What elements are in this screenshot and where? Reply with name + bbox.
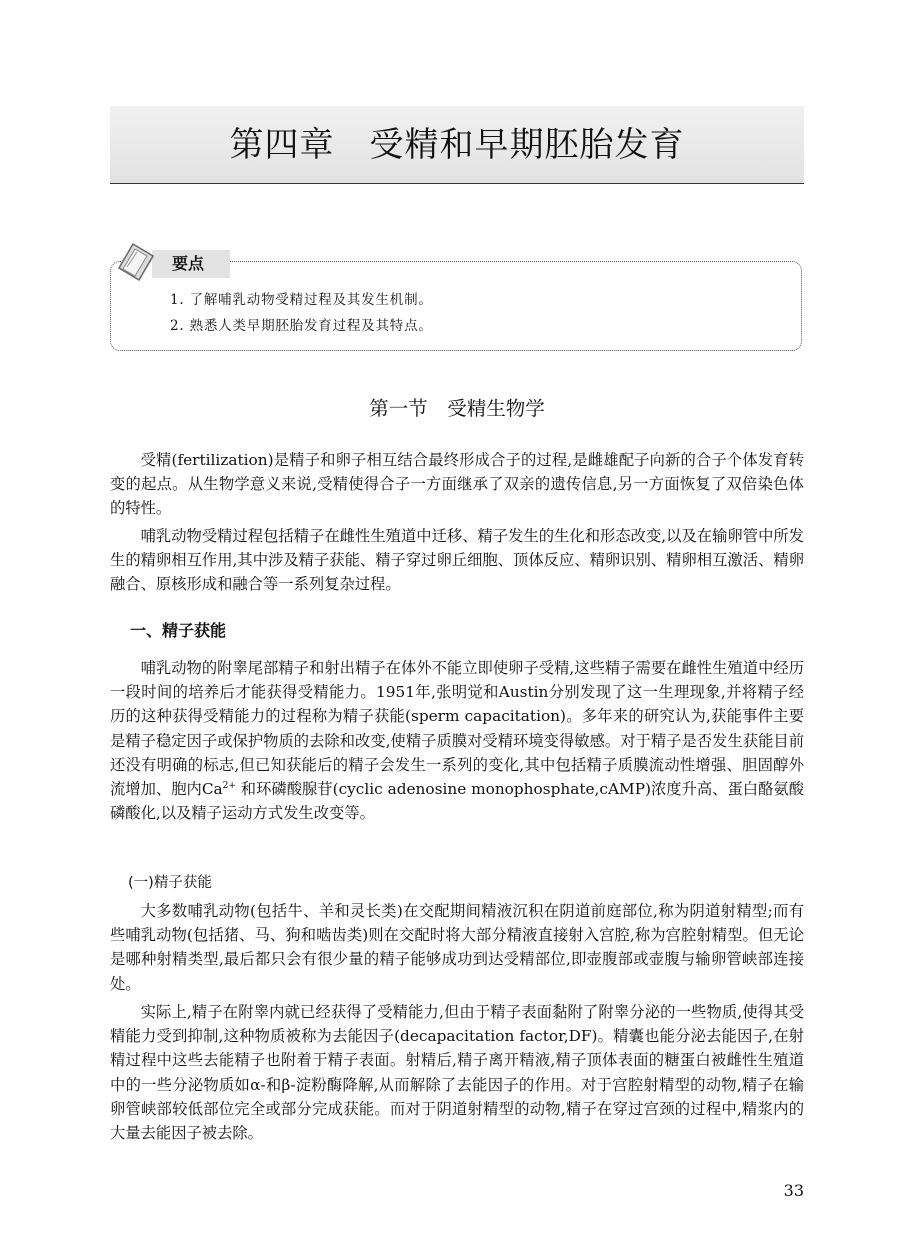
- section-title: 第一节 受精生物学: [369, 397, 545, 420]
- subheading-sperm-capacitation: (一)精子获能: [128, 875, 212, 891]
- chapter-title: 第四章 受精和早期胚胎发育: [229, 125, 685, 165]
- book-icon: [113, 238, 157, 282]
- keypoints-label: 要点: [172, 254, 205, 273]
- paragraph-decapacitation-factor: 实际上,精子在附睾内就已经获得了受精能力,但由于精子表面黏附了附睾分泌的一些物质,使得其受精能力受到抑制,这种物质被称为去能因子(decapacitation factor,DF)。精囊也能分泌去能因子,在射精过程中这些去能精子也附着于精子表面。射精后,精子离开精液,精子顶体表面的糖蛋白被雌性生殖道中的一些分泌物质如α-和β-淀粉酶降解,从而解除了去能因子的作用。对于宫腔射精型的动物,精子在输卵管峡部较低部位完全或部分完成获能。而对于阴道射精型的动物,精子在穿过宫颈的过程中,精浆内的大量去能因子被去除。: [110, 1003, 804, 1143]
- keypoint-item: 1. 了解哺乳动物受精过程及其发生机制。: [170, 292, 433, 308]
- paragraph-capacitation-text-b: 和环磷酸腺苷(cyclic adenosine monophosphate,cAMP)浓度升高、蛋白酪氨酸磷酸化,以及精子运动方式发生改变等。: [110, 780, 804, 823]
- paragraph-ejaculation-types: 大多数哺乳动物(包括牛、羊和灵长类)在交配期间精液沉积在阴道前庭部位,称为阴道射精型;而有些哺乳动物(包括猪、马、狗和啮齿类)则在交配时将大部分精液直接射入宫腔,称为宫腔射精型。但无论是哪种射精类型,最后都只会有很少量的精子能够成功到达受精部位,即壶腹部或壶腹与输卵管峡部连接处。: [110, 902, 804, 993]
- keypoint-item: 2. 熟悉人类早期胚胎发育过程及其特点。: [170, 318, 433, 334]
- heading-sperm-capacitation: 一、精子获能: [130, 621, 227, 640]
- superscript-charge: 2+: [222, 780, 236, 791]
- paragraph-fertilization-definition: 受精(fertilization)是精子和卵子相互结合最终形成合子的过程,是雌雄配子向新的合子个体发育转变的起点。从生物学意义来说,受精使得合子一方面继承了双亲的遗传信息,另一方面恢复了双倍染色体的特性。: [110, 451, 804, 518]
- paragraph-capacitation-overview: [110, 656, 804, 825]
- paragraph-fertilization-process: 哺乳动物受精过程包括精子在雌性生殖道中迁移、精子发生的生化和形态改变,以及在输卵管中所发生的精卵相互作用,其中涉及精子获能、精子穿过卵丘细胞、顶体反应、精卵识别、精卵相互激活、精卵融合、原核形成和融合等一系列复杂过程。: [110, 527, 804, 594]
- paragraph-capacitation-text-a: 哺乳动物的附睾尾部精子和射出精子在体外不能立即使卵子受精,这些精子需要在雌性生殖道中经历一段时间的培养后才能获得受精能力。1951年,张明觉和Austin分别发现了这一生理现象,并将精子经历的这种获得受精能力的过程称为精子获能(sperm capacitation)。多年来的研究认为,获能事件主要是精子稳定因子或保护物质的去除和改变,使精子质膜对受精环境变得敏感。对于精子是否发生获能目前还没有明确的标志,但已知获能后的精子会发生一系列的变化,其中包括精子质膜流动性增强、胆固醇外流增加、胞内Ca: [110, 659, 804, 799]
- page-number: 33: [783, 1181, 804, 1200]
